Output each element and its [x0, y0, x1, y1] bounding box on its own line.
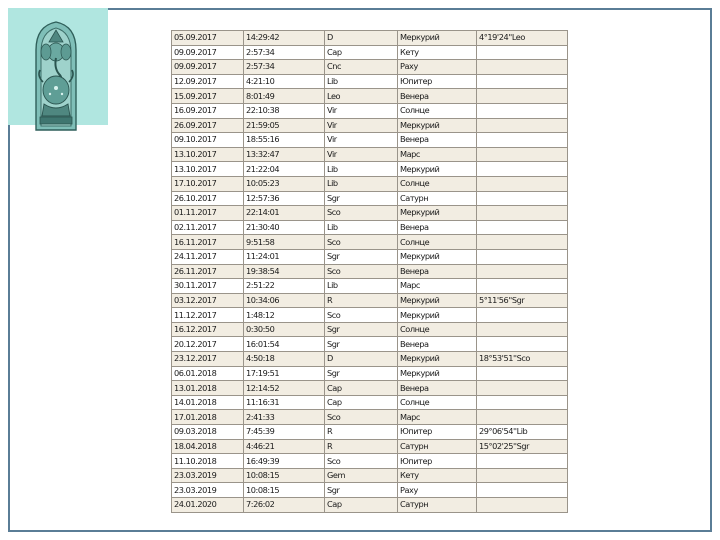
degree-cell: [477, 103, 568, 118]
date-cell: 30.11.2017: [172, 279, 244, 294]
planet-cell: Венера: [398, 337, 477, 352]
sign-cell: Sco: [325, 264, 398, 279]
time-cell: 10:08:15: [244, 468, 325, 483]
sign-cell: Vir: [325, 118, 398, 133]
planet-cell: Сатурн: [398, 498, 477, 513]
planet-cell: Раху: [398, 483, 477, 498]
date-cell: 09.09.2017: [172, 45, 244, 60]
table-row: [172, 308, 568, 323]
time-cell: 2:41:33: [244, 410, 325, 425]
sign-cell: Sgr: [325, 337, 398, 352]
planet-cell: Юпитер: [398, 425, 477, 440]
degree-cell: [477, 381, 568, 396]
degree-cell: [477, 454, 568, 469]
date-cell: 23.03.2019: [172, 468, 244, 483]
degree-cell: [477, 249, 568, 264]
date-cell: 13.10.2017: [172, 162, 244, 177]
time-cell: 17:19:51: [244, 366, 325, 381]
table-row: [172, 395, 568, 410]
sign-cell: Sco: [325, 308, 398, 323]
planet-cell: Меркурий: [398, 249, 477, 264]
table-row: [172, 468, 568, 483]
planet-cell: Солнце: [398, 176, 477, 191]
table-row: [172, 279, 568, 294]
table-row: [172, 293, 568, 308]
degree-cell: 18°53'51''Sco: [477, 352, 568, 367]
date-cell: 15.09.2017: [172, 89, 244, 104]
table-row: [172, 220, 568, 235]
time-cell: 0:30:50: [244, 322, 325, 337]
time-cell: 21:59:05: [244, 118, 325, 133]
date-cell: 17.10.2017: [172, 176, 244, 191]
planet-cell: Солнце: [398, 395, 477, 410]
degree-cell: [477, 395, 568, 410]
sign-cell: Sgr: [325, 366, 398, 381]
table-row: [172, 439, 568, 454]
planet-cell: Марс: [398, 410, 477, 425]
degree-cell: [477, 264, 568, 279]
degree-cell: [477, 279, 568, 294]
planet-cell: Меркурий: [398, 206, 477, 221]
time-cell: 12:57:36: [244, 191, 325, 206]
table-row: [172, 89, 568, 104]
time-cell: 2:57:34: [244, 45, 325, 60]
time-cell: 13:32:47: [244, 147, 325, 162]
sign-cell: Cnc: [325, 60, 398, 75]
degree-cell: [477, 366, 568, 381]
table-row: [172, 337, 568, 352]
date-cell: 14.01.2018: [172, 395, 244, 410]
degree-cell: [477, 45, 568, 60]
sign-cell: Gem: [325, 468, 398, 483]
date-cell: 26.10.2017: [172, 191, 244, 206]
table-row: [172, 410, 568, 425]
sign-cell: R: [325, 293, 398, 308]
date-cell: 05.09.2017: [172, 31, 244, 46]
date-cell: 06.01.2018: [172, 366, 244, 381]
table-row: [172, 74, 568, 89]
table-row: [172, 352, 568, 367]
table-row: [172, 425, 568, 440]
table-row: [172, 45, 568, 60]
time-cell: 21:22:04: [244, 162, 325, 177]
planet-cell: Солнце: [398, 235, 477, 250]
date-cell: 11.12.2017: [172, 308, 244, 323]
sign-cell: D: [325, 352, 398, 367]
planet-cell: Солнце: [398, 322, 477, 337]
degree-cell: 5°11'56''Sgr: [477, 293, 568, 308]
table-row: [172, 31, 568, 46]
degree-cell: 29°06'54''Lib: [477, 425, 568, 440]
time-cell: 14:29:42: [244, 31, 325, 46]
date-cell: 02.11.2017: [172, 220, 244, 235]
time-cell: 21:30:40: [244, 220, 325, 235]
degree-cell: [477, 191, 568, 206]
degree-cell: [477, 133, 568, 148]
planet-cell: Марс: [398, 147, 477, 162]
table-row: [172, 366, 568, 381]
planet-cell: Юпитер: [398, 454, 477, 469]
planet-cell: Кету: [398, 468, 477, 483]
table-row: [172, 206, 568, 221]
time-cell: 4:21:10: [244, 74, 325, 89]
time-cell: 7:45:39: [244, 425, 325, 440]
planet-cell: Венера: [398, 381, 477, 396]
sign-cell: R: [325, 439, 398, 454]
time-cell: 4:50:18: [244, 352, 325, 367]
degree-cell: [477, 410, 568, 425]
sign-cell: Lib: [325, 279, 398, 294]
sign-cell: Lib: [325, 162, 398, 177]
date-cell: 16.12.2017: [172, 322, 244, 337]
degree-cell: [477, 468, 568, 483]
planet-cell: Венера: [398, 133, 477, 148]
planet-cell: Меркурий: [398, 31, 477, 46]
date-cell: 13.01.2018: [172, 381, 244, 396]
degree-cell: [477, 235, 568, 250]
date-cell: 20.12.2017: [172, 337, 244, 352]
sign-cell: Sgr: [325, 322, 398, 337]
planet-cell: Меркурий: [398, 366, 477, 381]
date-cell: 13.10.2017: [172, 147, 244, 162]
time-cell: 10:05:23: [244, 176, 325, 191]
time-cell: 16:01:54: [244, 337, 325, 352]
date-cell: 16.11.2017: [172, 235, 244, 250]
date-cell: 24.11.2017: [172, 249, 244, 264]
degree-cell: [477, 483, 568, 498]
time-cell: 2:51:22: [244, 279, 325, 294]
table-row: [172, 235, 568, 250]
degree-cell: [477, 118, 568, 133]
degree-cell: [477, 60, 568, 75]
planet-cell: Меркурий: [398, 308, 477, 323]
sign-cell: Sco: [325, 410, 398, 425]
date-cell: 23.12.2017: [172, 352, 244, 367]
sign-cell: Cap: [325, 498, 398, 513]
date-cell: 23.03.2019: [172, 483, 244, 498]
table-row: [172, 381, 568, 396]
planet-cell: Раху: [398, 60, 477, 75]
planet-cell: Меркурий: [398, 162, 477, 177]
sign-cell: D: [325, 31, 398, 46]
time-cell: 10:08:15: [244, 483, 325, 498]
planet-cell: Венера: [398, 264, 477, 279]
planet-cell: Меркурий: [398, 293, 477, 308]
sign-cell: Sco: [325, 454, 398, 469]
degree-cell: [477, 337, 568, 352]
sign-cell: Leo: [325, 89, 398, 104]
planet-cell: Меркурий: [398, 352, 477, 367]
planet-cell: Кету: [398, 45, 477, 60]
date-cell: 26.09.2017: [172, 118, 244, 133]
sign-cell: Sgr: [325, 191, 398, 206]
sign-cell: Vir: [325, 103, 398, 118]
degree-cell: 15°02'25''Sgr: [477, 439, 568, 454]
degree-cell: [477, 162, 568, 177]
sign-cell: Vir: [325, 147, 398, 162]
time-cell: 12:14:52: [244, 381, 325, 396]
time-cell: 18:55:16: [244, 133, 325, 148]
sign-cell: Sgr: [325, 249, 398, 264]
date-cell: 18.04.2018: [172, 439, 244, 454]
table-row: [172, 498, 568, 513]
degree-cell: [477, 308, 568, 323]
time-cell: 19:38:54: [244, 264, 325, 279]
table-row: [172, 162, 568, 177]
sign-cell: Lib: [325, 74, 398, 89]
date-cell: 09.09.2017: [172, 60, 244, 75]
degree-cell: [477, 220, 568, 235]
table-row: [172, 454, 568, 469]
time-cell: 7:26:02: [244, 498, 325, 513]
planet-cell: Меркурий: [398, 118, 477, 133]
time-cell: 1:48:12: [244, 308, 325, 323]
ephemeris-table-container: [171, 30, 567, 513]
date-cell: 03.12.2017: [172, 293, 244, 308]
time-cell: 4:46:21: [244, 439, 325, 454]
sign-cell: Cap: [325, 395, 398, 410]
date-cell: 16.09.2017: [172, 103, 244, 118]
table-row: [172, 483, 568, 498]
time-cell: 10:34:06: [244, 293, 325, 308]
sign-cell: Cap: [325, 381, 398, 396]
degree-cell: [477, 322, 568, 337]
planet-cell: Марс: [398, 279, 477, 294]
planet-cell: Венера: [398, 220, 477, 235]
table-row: [172, 60, 568, 75]
sign-cell: Sgr: [325, 483, 398, 498]
table-row: [172, 118, 568, 133]
sign-cell: Lib: [325, 220, 398, 235]
sign-cell: R: [325, 425, 398, 440]
planet-cell: Венера: [398, 89, 477, 104]
time-cell: 11:24:01: [244, 249, 325, 264]
planet-cell: Юпитер: [398, 74, 477, 89]
date-cell: 17.01.2018: [172, 410, 244, 425]
sign-cell: Sco: [325, 206, 398, 221]
table-row: [172, 176, 568, 191]
sign-cell: Lib: [325, 176, 398, 191]
sign-cell: Sco: [325, 235, 398, 250]
sign-cell: Vir: [325, 133, 398, 148]
time-cell: 2:57:34: [244, 60, 325, 75]
table-row: [172, 191, 568, 206]
date-cell: 12.09.2017: [172, 74, 244, 89]
time-cell: 11:16:31: [244, 395, 325, 410]
time-cell: 22:14:01: [244, 206, 325, 221]
sign-cell: Cap: [325, 45, 398, 60]
planet-cell: Солнце: [398, 103, 477, 118]
date-cell: 11.10.2018: [172, 454, 244, 469]
table-row: [172, 249, 568, 264]
planet-cell: Сатурн: [398, 439, 477, 454]
table-row: [172, 103, 568, 118]
ephemeris-table: [171, 30, 568, 513]
date-cell: 09.03.2018: [172, 425, 244, 440]
degree-cell: 4°19'24''Leo: [477, 31, 568, 46]
time-cell: 22:10:38: [244, 103, 325, 118]
degree-cell: [477, 74, 568, 89]
date-cell: 26.11.2017: [172, 264, 244, 279]
date-cell: 09.10.2017: [172, 133, 244, 148]
degree-cell: [477, 498, 568, 513]
date-cell: 24.01.2020: [172, 498, 244, 513]
degree-cell: [477, 89, 568, 104]
table-row: [172, 133, 568, 148]
date-cell: 01.11.2017: [172, 206, 244, 221]
degree-cell: [477, 206, 568, 221]
degree-cell: [477, 147, 568, 162]
time-cell: 9:51:58: [244, 235, 325, 250]
time-cell: 8:01:49: [244, 89, 325, 104]
planet-cell: Сатурн: [398, 191, 477, 206]
table-row: [172, 322, 568, 337]
corner-decoration: [8, 8, 108, 125]
time-cell: 16:49:39: [244, 454, 325, 469]
table-row: [172, 147, 568, 162]
table-body: [172, 31, 568, 513]
ganesha-icon: [32, 20, 80, 132]
table-row: [172, 264, 568, 279]
degree-cell: [477, 176, 568, 191]
